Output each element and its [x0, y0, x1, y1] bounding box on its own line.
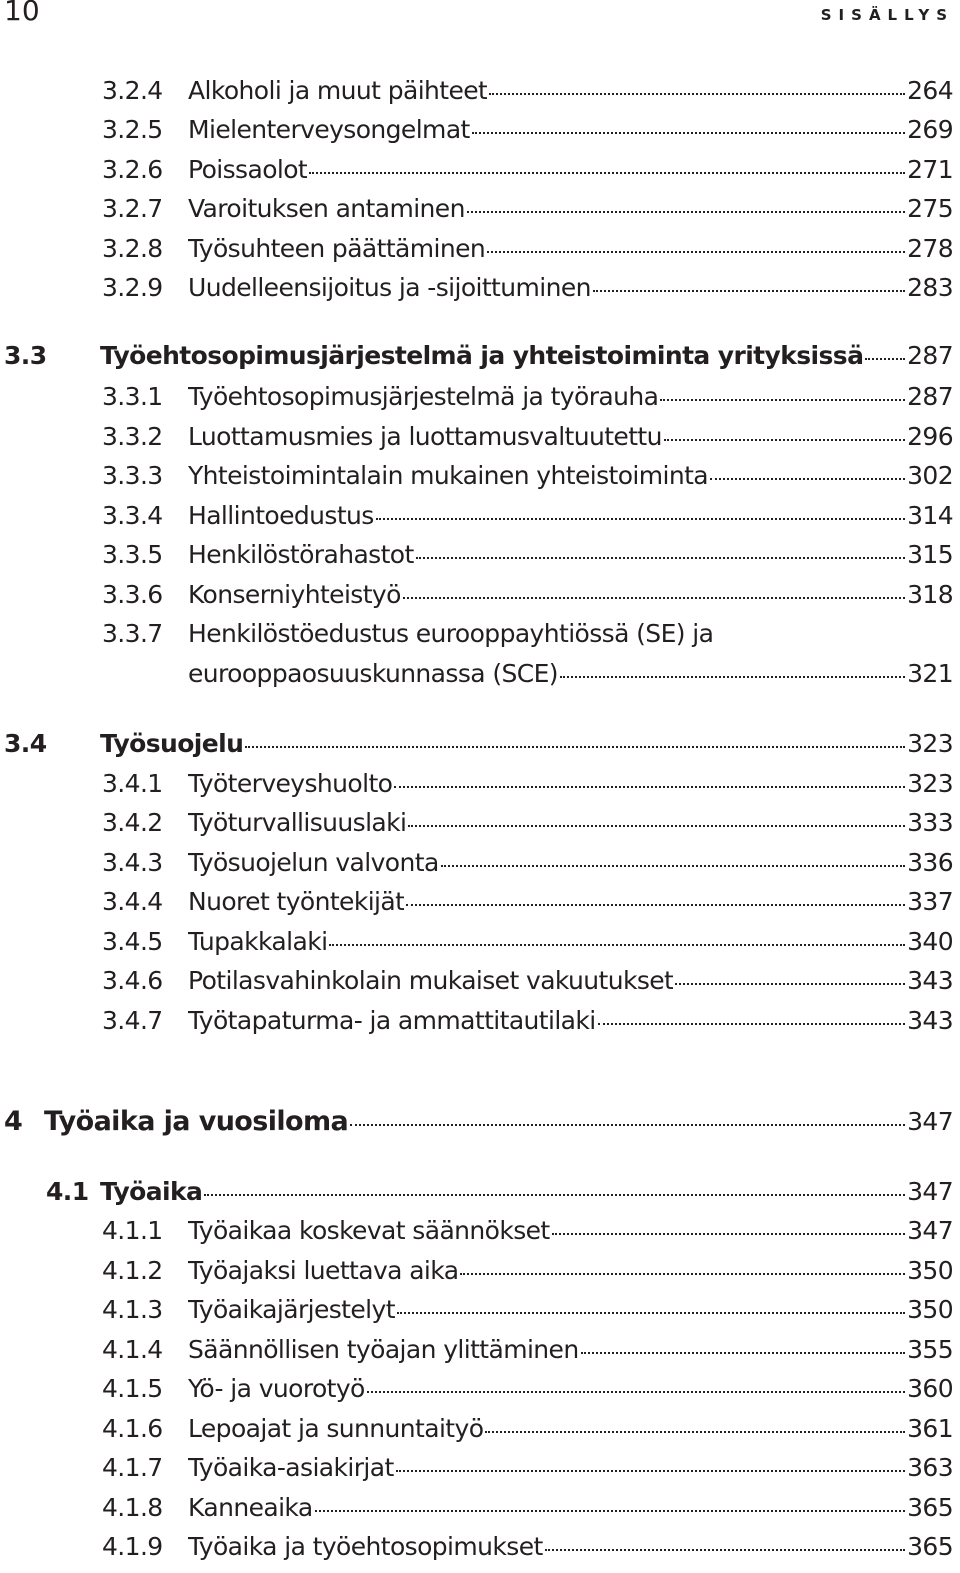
entry-page: 315 — [907, 540, 953, 569]
toc-entry[interactable] — [102, 1006, 953, 1042]
dot-leader — [598, 1023, 905, 1025]
entry-page: 321 — [907, 659, 953, 688]
toc-entry[interactable] — [102, 580, 953, 616]
entry-title: Työajaksi luettava aika — [188, 1256, 459, 1285]
entry-number: 3.3.5 — [102, 540, 163, 569]
dot-leader — [376, 518, 905, 520]
toc-entry[interactable] — [102, 927, 953, 963]
entry-title: Uudelleensijoitus ja -sijoittuminen — [188, 273, 591, 302]
section-title: Työsuojelu — [100, 729, 244, 758]
dot-leader — [467, 211, 905, 213]
entry-page: 340 — [907, 927, 953, 956]
dot-leader — [710, 478, 905, 480]
dot-leader — [489, 93, 905, 95]
entry-page: 355 — [907, 1335, 953, 1364]
toc-entry[interactable] — [102, 273, 953, 309]
entry-title: Säännöllisen työajan ylittäminen — [188, 1335, 579, 1364]
entry-page: 314 — [907, 501, 953, 530]
entry-title: Mielenterveysongelmat — [188, 115, 470, 144]
entry-number: 3.3.4 — [102, 501, 163, 530]
toc-entry[interactable] — [102, 501, 953, 537]
entry-page: 365 — [907, 1493, 953, 1522]
dot-leader — [408, 825, 905, 827]
chapter-title: Työaika ja vuosiloma — [44, 1106, 349, 1137]
toc-section-entry[interactable] — [46, 1177, 953, 1213]
toc-entry[interactable] — [102, 1216, 953, 1252]
dot-leader — [329, 944, 905, 946]
dot-leader — [441, 865, 905, 867]
dot-leader — [472, 132, 905, 134]
entry-number: 3.3.1 — [102, 382, 163, 411]
entry-number: 3.4.1 — [102, 769, 163, 798]
toc-entry[interactable] — [102, 887, 953, 923]
entry-number: 4.1.9 — [102, 1532, 163, 1561]
entry-title: Työsuojelun valvonta — [188, 848, 439, 877]
entry-number: 3.2.4 — [102, 76, 163, 105]
entry-title: Alkoholi ja muut päihteet — [188, 76, 488, 105]
entry-title: Henkilöstöedustus eurooppayhtiössä (SE) ja — [188, 619, 714, 648]
section-number: 3.3 — [4, 341, 47, 370]
page-number: 10 — [4, 0, 40, 27]
entry-page: 283 — [907, 273, 953, 302]
dot-leader — [460, 1273, 905, 1275]
dot-leader — [664, 439, 905, 441]
entry-title: Työaika-asiakirjat — [188, 1453, 394, 1482]
toc-entry[interactable] — [102, 115, 953, 151]
entry-title: Työsuhteen päättäminen — [188, 234, 486, 263]
section-number: 3.4 — [4, 729, 47, 758]
dot-leader — [552, 1233, 905, 1235]
entry-title: Yö- ja vuorotyö — [188, 1374, 365, 1403]
entry-title: Työterveyshuolto — [188, 769, 393, 798]
entry-title: Potilasvahinkolain mukaiset vakuutukset — [188, 966, 674, 995]
toc-entry-first-line[interactable] — [102, 619, 953, 655]
dot-leader — [545, 1549, 905, 1551]
entry-page: 287 — [907, 382, 953, 411]
dot-leader — [403, 597, 905, 599]
dot-leader — [397, 1312, 905, 1314]
entry-number: 3.2.7 — [102, 194, 163, 223]
entry-title: Tupakkalaki — [188, 927, 328, 956]
entry-number: 4.1.5 — [102, 1374, 163, 1403]
toc-entry-continuation[interactable] — [102, 659, 953, 695]
section-title: Työehtosopimusjärjestelmä ja yhteistoiminta yrityksissä — [100, 341, 864, 370]
entry-title: Nuoret työntekijät — [188, 887, 405, 916]
entry-number: 4.1.7 — [102, 1453, 163, 1482]
toc-entry[interactable] — [102, 1374, 953, 1410]
entry-number: 3.3.7 — [102, 619, 163, 648]
toc-entry[interactable] — [102, 1493, 953, 1529]
entry-number: 4.1.8 — [102, 1493, 163, 1522]
entry-number: 3.2.5 — [102, 115, 163, 144]
toc-entry[interactable] — [102, 966, 953, 1002]
dot-leader — [581, 1352, 906, 1354]
entry-number: 4.1.1 — [102, 1216, 163, 1245]
entry-page: 361 — [907, 1414, 953, 1443]
section-page: 323 — [907, 729, 953, 758]
dot-leader — [315, 1510, 906, 1512]
entry-page: 347 — [907, 1216, 953, 1245]
entry-page: 343 — [907, 966, 953, 995]
dot-leader — [487, 251, 905, 253]
toc-entry[interactable] — [102, 382, 953, 418]
dot-leader — [675, 983, 905, 985]
entry-page: 336 — [907, 848, 953, 877]
entry-title: Työaikajärjestelyt — [188, 1295, 395, 1324]
entry-number: 3.3.3 — [102, 461, 163, 490]
dot-leader — [367, 1391, 905, 1393]
entry-page: 350 — [907, 1256, 953, 1285]
entry-number: 3.4.7 — [102, 1006, 163, 1035]
entry-number: 3.2.9 — [102, 273, 163, 302]
entry-number: 4.1.2 — [102, 1256, 163, 1285]
toc-entry[interactable] — [102, 194, 953, 230]
toc-entry[interactable] — [102, 155, 953, 191]
section-page: 287 — [907, 341, 953, 370]
entry-title: Konserniyhteistyö — [188, 580, 401, 609]
entry-title: Työturvallisuuslaki — [188, 808, 407, 837]
entry-title: Työehtosopimusjärjestelmä ja työrauha — [188, 382, 659, 411]
dot-leader — [593, 290, 905, 292]
dot-leader — [309, 172, 905, 174]
entry-page: 343 — [907, 1006, 953, 1035]
entry-number: 3.4.6 — [102, 966, 163, 995]
toc-entry[interactable] — [102, 461, 953, 497]
toc-entry[interactable] — [102, 540, 953, 576]
entry-title: Kanneaika — [188, 1493, 313, 1522]
entry-page: 302 — [907, 461, 953, 490]
toc-entry[interactable] — [102, 1532, 953, 1568]
entry-title-continued: eurooppaosuuskunnassa (SCE) — [188, 659, 558, 688]
entry-number: 3.4.5 — [102, 927, 163, 956]
entry-page: 350 — [907, 1295, 953, 1324]
entry-title: Työtapaturma- ja ammattitautilaki — [188, 1006, 596, 1035]
section-number: 4.1 — [46, 1177, 89, 1206]
dot-leader — [396, 1470, 905, 1472]
entry-page: 318 — [907, 580, 953, 609]
toc-entry[interactable] — [102, 808, 953, 844]
entry-page: 363 — [907, 1453, 953, 1482]
toc-entry[interactable] — [102, 1414, 953, 1450]
entry-page: 269 — [907, 115, 953, 144]
toc-entry[interactable] — [102, 1335, 953, 1371]
toc-entry[interactable] — [102, 1453, 953, 1489]
dot-leader — [245, 746, 905, 748]
entry-title: Varoituksen antaminen — [188, 194, 465, 223]
entry-page: 360 — [907, 1374, 953, 1403]
entry-title: Työaika ja työehtosopimukset — [188, 1532, 543, 1561]
dot-leader — [350, 1124, 905, 1126]
entry-page: 365 — [907, 1532, 953, 1561]
dot-leader — [660, 399, 905, 401]
entry-number: 3.3.6 — [102, 580, 163, 609]
toc-section-entry[interactable] — [4, 729, 953, 765]
dot-leader — [204, 1194, 905, 1196]
entry-number: 3.3.2 — [102, 422, 163, 451]
entry-title: Luottamusmies ja luottamusvaltuutettu — [188, 422, 662, 451]
entry-number: 4.1.6 — [102, 1414, 163, 1443]
entry-page: 264 — [907, 76, 953, 105]
entry-title: Poissaolot — [188, 155, 308, 184]
entry-number: 3.4.4 — [102, 887, 163, 916]
entry-number: 3.2.8 — [102, 234, 163, 263]
dot-leader — [485, 1431, 905, 1433]
entry-title: Hallintoedustus — [188, 501, 374, 530]
entry-number: 4.1.4 — [102, 1335, 163, 1364]
entry-page: 271 — [907, 155, 953, 184]
chapter-page: 347 — [907, 1107, 953, 1136]
entry-title: Lepoajat ja sunnuntaityö — [188, 1414, 484, 1443]
entry-number: 4.1.3 — [102, 1295, 163, 1324]
section-title: Työaika — [100, 1177, 203, 1206]
entry-title: Henkilöstörahastot — [188, 540, 414, 569]
entry-page: 323 — [907, 769, 953, 798]
entry-number: 3.2.6 — [102, 155, 163, 184]
entry-title: Yhteistoimintalain mukainen yhteistoiminta — [188, 461, 709, 490]
dot-leader — [560, 676, 905, 678]
entry-page: 333 — [907, 808, 953, 837]
dot-leader — [416, 557, 905, 559]
toc-entry[interactable] — [102, 848, 953, 884]
toc-chapter-entry[interactable] — [4, 1106, 953, 1142]
entry-page: 275 — [907, 194, 953, 223]
section-page: 347 — [907, 1177, 953, 1206]
entry-number: 3.4.2 — [102, 808, 163, 837]
toc-entry[interactable] — [102, 769, 953, 805]
toc-entry[interactable] — [102, 422, 953, 458]
entry-title: Työaikaa koskevat säännökset — [188, 1216, 550, 1245]
entry-page: 337 — [907, 887, 953, 916]
toc-entry[interactable] — [102, 76, 953, 112]
toc-entry[interactable] — [102, 1256, 953, 1292]
entry-number: 3.4.3 — [102, 848, 163, 877]
dot-leader — [394, 786, 905, 788]
entry-page: 296 — [907, 422, 953, 451]
toc-section-entry[interactable] — [4, 341, 953, 377]
toc-entry[interactable] — [102, 234, 953, 270]
dot-leader — [406, 904, 905, 906]
dot-leader — [865, 358, 905, 360]
entry-page: 278 — [907, 234, 953, 263]
toc-entry[interactable] — [102, 1295, 953, 1331]
chapter-number: 4 — [4, 1106, 23, 1137]
running-head: SISÄLLYS — [820, 6, 954, 24]
